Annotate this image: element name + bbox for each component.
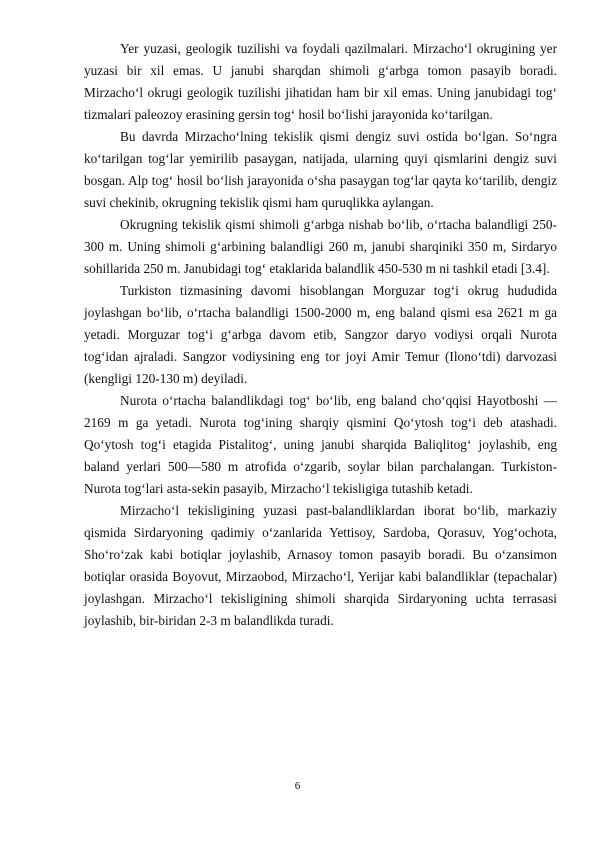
paragraph: Nurota o‘rtacha balandlikdagi tog‘ bo‘lib, eng baland cho‘qqisi Hayotboshi — 2169 m ga yetadi. Nurota tog‘ining sharqiy qismini Qo‘ytosh tog‘i deb atashadi. Qo‘ytosh tog‘i etagida Pistalitog‘, uning janubi sharqida Baliqlitog‘ joylashib, eng baland yerlari 500—580 m atrofida o‘zgarib, soylar bilan parchalangan. Turkiston-Nurota tog‘lari asta-sekin pasayib, Mirzacho‘l tekisligiga tutashib ketadi. [84,393,557,496]
paragraph: Yer yuzasi, geologik tuzilishi va foydali qazilmalari. Mirzacho‘l okrugining yer yuzasi bir xil emas. U janubi sharqdan shimoli g‘arbga tomon pasayib boradi. Mirzacho‘l okrugi geologik tuzilishi jihatidan ham bir xil emas. Uning janubidagi tog‘ tizmalari paleozoy erasining gersin tog‘ hosil bo‘lishi jarayonida ko‘tarilgan. [84,41,557,122]
paragraph: Mirzacho‘l tekisligining yuzasi past-balandliklardan iborat bo‘lib, markaziy qismida Sirdaryoning qadimiy o‘zanlarida Yettisoy, Sardoba, Qorasuv, Yog‘ochota, Sho‘ro‘zak kabi botiqlar joylashib, Arnasoy tomon pasayib boradi. Bu o‘zansimon botiqlar orasida Boyovut, Mirzaobod, Mirzacho‘l, Yerijar kabi balandliklar (tepachalar) joylashgan. Mirzacho‘l tekisligining shimoli sharqida Sirdaryoning uchta terrasasi joylashib, bir-biridan 2-3 m balandlikda turadi. [84,503,557,628]
document-body [84,38,557,632]
paragraph: Bu davrda Mirzacho‘lning tekislik qismi dengiz suvi ostida bo‘lgan. So‘ngra ko‘tarilgan tog‘lar yemirilib pasaygan, natijada, ularning quyi qismlarini dengiz suvi bosgan. Alp tog‘ hosil bo‘lish jarayonida o‘sha pasaygan tog‘lar qayta ko‘tarilib, dengiz suvi chekinib, okrugning tekislik qismi ham quruqlikka aylangan. [84,129,557,210]
paragraph: Okrugning tekislik qismi shimoli g‘arbga nishab bo‘lib, o‘rtacha balandligi 250-300 m. Uning shimoli g‘arbining balandligi 260 m, janubi sharqiniki 350 m, Sirdaryo sohillarida 250 m. Janubidagi tog‘ etaklarida balandlik 450-530 m ni tashkil etadi [3.4]. [84,217,557,276]
page-number: 6 [294,780,301,792]
paragraph: Turkiston tizmasining davomi hisoblangan Morguzar tog‘i okrug hududida joylashgan bo‘lib, o‘rtacha balandligi 1500-2000 m, eng baland qismi esa 2621 m ga yetadi. Morguzar tog‘i g‘arbga davom etib, Sangzor daryo vodiysi orqali Nurota tog‘idan ajraladi. Sangzor vodiysining eng tor joyi Amir Temur (Ilono‘tdi) darvozasi (kengligi 120-130 m) deyiladi. [84,283,557,386]
